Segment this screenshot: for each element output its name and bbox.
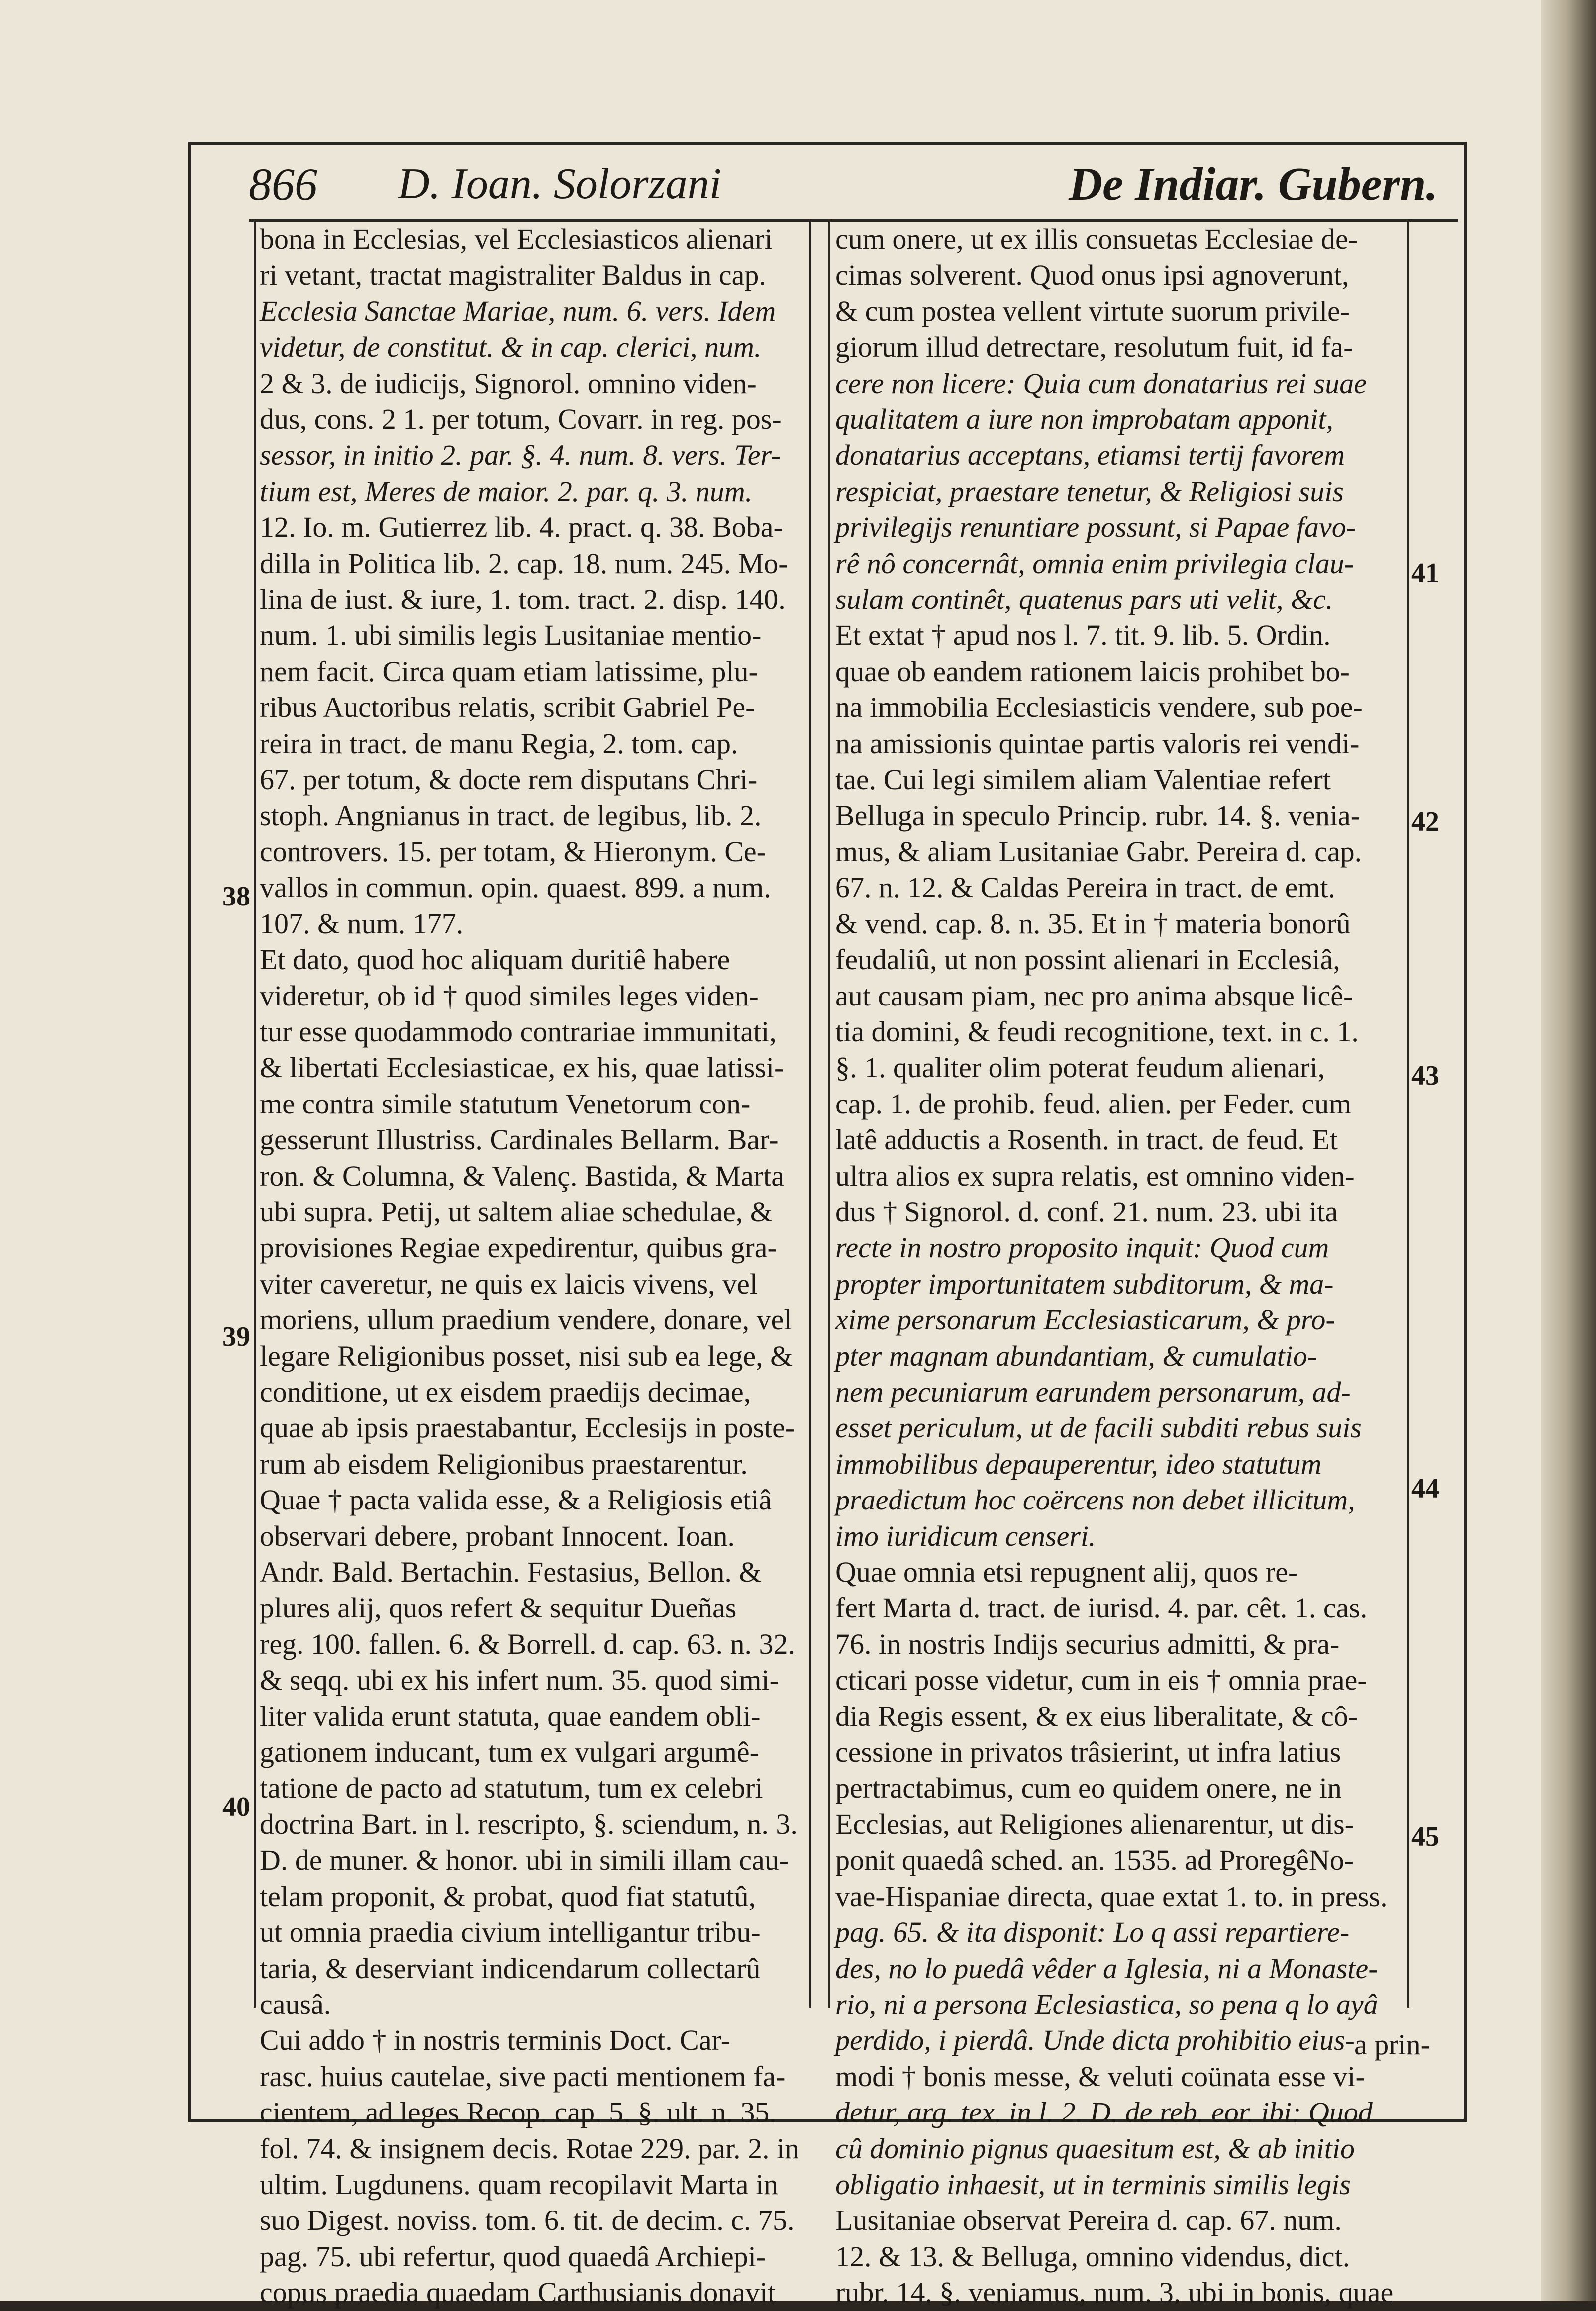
text-line: esset periculum, ut de facili subditi rebus suis <box>835 1411 1362 1444</box>
text-line: vallos in commun. opin. quaest. 899. a num. <box>260 871 771 904</box>
margin-number: 45 <box>1411 1821 1439 1852</box>
text-line: taria, & deserviant indicendarum collectarû <box>260 1952 761 1985</box>
text-line: fol. 74. & insignem decis. Rotae 229. par. 2. in <box>260 2132 799 2165</box>
text-line: nem facit. Circa quam etiam latissime, plu- <box>260 655 758 688</box>
text-line: stoph. Angnianus in tract. de legibus, lib. 2. <box>260 799 762 832</box>
margin-number: 43 <box>1411 1060 1439 1091</box>
text-line: suo Digest. noviss. tom. 6. tit. de decim. c. 75. <box>260 2204 795 2237</box>
text-line: Et dato, quod hoc aliquam duritiê habere <box>260 943 730 976</box>
text-line: tae. Cui legi similem aliam Valentiae refert <box>835 763 1331 796</box>
text-line: & libertati Ecclesiasticae, ex his, quae latissi- <box>260 1051 784 1084</box>
text-line: provisiones Regiae expedirentur, quibus gra- <box>260 1231 777 1264</box>
margin-number: 40 <box>222 1792 250 1822</box>
text-line: ultra alios ex supra relatis, est omnino viden- <box>835 1159 1355 1192</box>
text-line: tatione de pacto ad statutum, tum ex celebri <box>260 1772 763 1805</box>
text-line: num. 1. ubi similis legis Lusitaniae mentio- <box>260 619 762 652</box>
margin-number: 41 <box>1411 558 1439 589</box>
text-line: respiciat, praestare tenetur, & Religiosi suis <box>835 475 1344 507</box>
text-line: pag. 75. ubi refertur, quod quaedâ Archiepi- <box>260 2240 766 2273</box>
text-line: 67. per totum, & docte rem disputans Chri- <box>260 763 758 796</box>
text-line: cticari posse videtur, cum in eis † omnia prae- <box>835 1664 1367 1697</box>
text-line: gationem inducant, tum ex vulgari argumê- <box>260 1736 759 1769</box>
margin-number: 38 <box>222 881 250 912</box>
text-line: liter valida erunt statuta, quae eandem obli- <box>260 1700 761 1732</box>
text-line: ribus Auctoribus relatis, scribit Gabriel Pe- <box>260 691 755 724</box>
text-line: sessor, in initio 2. par. §. 4. num. 8. vers. Ter- <box>260 439 781 472</box>
text-line: causâ. <box>260 1988 331 2020</box>
text-line: conditione, ut ex eisdem praedijs decimae, <box>260 1376 751 1408</box>
text-line: cum onere, ut ex illis consuetas Ecclesiae de- <box>835 223 1358 255</box>
text-line: rum ab eisdem Religionibus praestarentur. <box>260 1447 748 1480</box>
text-line: xime personarum Ecclesiasticarum, & pro- <box>835 1304 1335 1336</box>
running-head <box>249 149 1458 222</box>
text-line: qualitatem a iure non improbatam apponit, <box>835 403 1334 436</box>
text-line: rubr. 14. §. veniamus, num. 3. ubi in bonis, quae <box>835 2276 1394 2309</box>
text-line: latê adductis a Rosenth. in tract. de feud. Et <box>835 1123 1338 1156</box>
text-line: cû dominio pignus quaesitum est, & ab initio <box>835 2132 1355 2165</box>
text-line: lina de iust. & iure, 1. tom. tract. 2. disp. 140. <box>260 583 786 616</box>
text-line: dia Regis essent, & ex eius liberalitate, & cô- <box>835 1700 1358 1732</box>
text-line: ubi supra. Petij, ut saltem aliae schedulae, & <box>260 1195 773 1228</box>
text-line: tur esse quodammodo contrariae immunitati, <box>260 1015 777 1048</box>
text-line: fert Marta d. tract. de iurisd. 4. par. cêt. 1. cas. <box>835 1592 1368 1624</box>
text-line: tia domini, & feudi recognitione, text. in c. 1. <box>835 1015 1359 1048</box>
text-line: & vend. cap. 8. n. 35. Et in † materia bonorû <box>835 907 1351 940</box>
text-line: sulam continêt, quatenus pars uti velit, &c. <box>835 583 1333 616</box>
text-line: ultim. Lugdunens. quam recopilavit Marta in <box>260 2168 779 2201</box>
text-line: ponit quaedâ sched. an. 1535. ad ProregêNo- <box>835 1844 1354 1877</box>
text-line: bona in Ecclesias, vel Ecclesiasticos alienari <box>260 223 773 255</box>
margin-number: 39 <box>222 1321 250 1352</box>
text-line: detur, arg. tex. in l. 2. D. de reb. eor. ibi: Quod <box>835 2096 1373 2129</box>
text-line: Belluga in speculo Princip. rubr. 14. §. venia- <box>835 799 1361 832</box>
text-line: Quae † pacta valida esse, & a Religiosis etiâ <box>260 1484 772 1516</box>
text-line: vae-Hispaniae directa, quae extat 1. to. in press. <box>835 1880 1388 1912</box>
text-line: §. 1. qualiter olim poterat feudum alienari, <box>835 1051 1325 1084</box>
page-edge <box>1541 0 1596 2301</box>
text-line: & cum postea vellent virtute suorum privile- <box>835 295 1350 327</box>
text-line: observari debere, probant Innocent. Ioan. <box>260 1519 735 1552</box>
text-line: plures alij, quos refert & sequitur Dueñas <box>260 1592 737 1624</box>
text-line: ut omnia praedia civium intelligantur tribu- <box>260 1916 761 1949</box>
text-line: D. de muner. & honor. ubi in simili illam cau- <box>260 1844 789 1877</box>
text-line: quae ab ipsis praestabantur, Ecclesijs in poste- <box>260 1411 795 1444</box>
text-line: cimas solverent. Quod onus ipsi agnoverunt, <box>835 259 1349 292</box>
text-line: cessione in privatos trâsierint, ut infra latius <box>835 1736 1341 1769</box>
running-title: De Indiar. Gubern. <box>1069 158 1438 210</box>
text-line: 76. in nostris Indijs securius admitti, & pra- <box>835 1627 1340 1660</box>
text-line: gesserunt Illustriss. Cardinales Bellarm. Bar- <box>260 1123 779 1156</box>
text-line: ri vetant, tractat magistraliter Baldus in cap. <box>260 259 766 292</box>
margin-number: 42 <box>1411 806 1439 837</box>
text-line: 12. & 13. & Belluga, omnino videndus, dict. <box>835 2240 1350 2273</box>
text-line: controvers. 15. per totam, & Hieronym. Ce- <box>260 835 766 868</box>
text-line: Quae omnia etsi repugnent alij, quos re- <box>835 1556 1298 1589</box>
text-line: Lusitaniae observat Pereira d. cap. 67. num. <box>835 2204 1342 2237</box>
text-line: dus, cons. 2 1. per totum, Covarr. in reg. pos- <box>260 403 782 436</box>
text-line: ron. & Columna, & Valenç. Bastida, & Marta <box>260 1159 785 1192</box>
text-line: Et extat † apud nos l. 7. tit. 9. lib. 5. Ordin. <box>835 619 1331 652</box>
text-line: imo iuridicum censeri. <box>835 1519 1096 1552</box>
text-line: praedictum hoc coërcens non debet illicitum, <box>835 1484 1355 1516</box>
text-line: donatarius acceptans, etiamsi tertij favorem <box>835 439 1345 472</box>
text-line: Ecclesias, aut Religiones alienarentur, ut dis- <box>835 1808 1354 1840</box>
text-line: des, no lo puedâ vêder a Iglesia, ni a Monaste- <box>835 1952 1378 1985</box>
catchword: a prin- <box>1354 2028 1430 2061</box>
text-line: cere non licere: Quia cum donatarius rei suae <box>835 367 1367 400</box>
text-line: videretur, ob id † quod similes leges viden- <box>260 979 759 1012</box>
text-line: propter importunitatem subditorum, & ma- <box>835 1267 1334 1300</box>
text-line: nem pecuniarum earundem personarum, ad- <box>835 1376 1351 1408</box>
text-line: pertractabimus, cum eo quidem onere, ne in <box>835 1772 1342 1805</box>
text-line: quae ob eandem rationem laicis prohibet bo- <box>835 655 1350 688</box>
text-line: Andr. Bald. Bertachin. Festasius, Bellon. & <box>260 1556 762 1589</box>
text-line: copus praedia quaedam Carthusianis donavit <box>260 2276 776 2309</box>
text-line: & seqq. ubi ex his infert num. 35. quod simi- <box>260 1664 779 1697</box>
text-line: dus † Signorol. d. conf. 21. num. 23. ubi ita <box>835 1195 1338 1228</box>
text-line: privilegijs renuntiare possunt, si Papae favo- <box>835 511 1356 544</box>
text-line: recte in nostro proposito inquit: Quod cum <box>835 1231 1329 1264</box>
text-line: legare Religionibus posset, nisi sub ea lege, & <box>260 1339 793 1372</box>
text-line: 2 & 3. de iudicijs, Signorol. omnino viden- <box>260 367 757 400</box>
text-line: tium est, Meres de maior. 2. par. q. 3. num. <box>260 475 753 507</box>
text-line: 12. Io. m. Gutierrez lib. 4. pract. q. 38. Boba- <box>260 511 783 544</box>
text-line: viter caveretur, ne quis ex laicis vivens, vel <box>260 1267 758 1300</box>
text-line: moriens, ullum praedium vendere, donare, vel <box>260 1304 792 1336</box>
running-author: D. Ioan. Solorzani <box>398 160 722 208</box>
page-number: 866 <box>249 159 317 209</box>
left-text-column <box>254 221 811 2309</box>
text-line: rê nô concernât, omnia enim privilegia clau- <box>835 547 1354 580</box>
text-line: Ecclesia Sanctae Mariae, num. 6. vers. Idem <box>260 295 776 327</box>
text-line: immobilibus depauperentur, ideo statutum <box>835 1447 1322 1480</box>
text-line: feudaliû, ut non possint alienari in Ecclesiâ, <box>835 943 1340 976</box>
text-line: telam proponit, & probat, quod fiat statutû, <box>260 1880 756 1912</box>
text-line: cientem, ad leges Recop. cap. 5. §. ult. n. 35. <box>260 2096 777 2129</box>
text-line: modi † bonis messe, & veluti coünata esse vi- <box>835 2060 1365 2093</box>
text-line: 67. n. 12. & Caldas Pereira in tract. de emt. <box>835 871 1336 904</box>
text-line: rio, ni a persona Eclesiastica, so pena q lo ayâ <box>835 1988 1378 2020</box>
text-line: 107. & num. 177. <box>260 907 464 940</box>
text-line: perdido, i pierdâ. Unde dicta prohibitio eius- <box>835 2024 1355 2057</box>
text-line: videtur, de constitut. & in cap. clerici, num. <box>260 331 762 364</box>
text-line: pter magnam abundantiam, & cumulatio- <box>835 1339 1317 1372</box>
text-line: doctrina Bart. in l. rescripto, §. sciendum, n. 3. <box>260 1808 798 1840</box>
text-line: dilla in Politica lib. 2. cap. 18. num. 245. Mo- <box>260 547 788 580</box>
text-line: reg. 100. fallen. 6. & Borrell. d. cap. 63. n. 32. <box>260 1627 795 1660</box>
text-line: cap. 1. de prohib. feud. alien. per Feder. cum <box>835 1087 1352 1120</box>
text-line: mus, & aliam Lusitaniae Gabr. Pereira d. cap. <box>835 835 1362 868</box>
text-line: aut causam piam, nec pro anima absque licê- <box>835 979 1353 1012</box>
text-line: Cui addo † in nostris terminis Doct. Car- <box>260 2024 731 2057</box>
text-line: pag. 65. & ita disponit: Lo q assi repartiere- <box>835 1916 1350 1949</box>
text-line: reira in tract. de manu Regia, 2. tom. cap. <box>260 727 738 760</box>
text-line: rasc. huius cautelae, sive pacti mentionem fa- <box>260 2060 786 2093</box>
text-line: obligatio inhaesit, ut in terminis similis legis <box>835 2168 1351 2201</box>
margin-number: 44 <box>1411 1473 1439 1504</box>
text-line: na amissionis quintae partis valoris rei vendi- <box>835 727 1360 760</box>
text-line: me contra simile statutum Venetorum con- <box>260 1087 751 1120</box>
text-line: na immobilia Ecclesiasticis vendere, sub poe- <box>835 691 1363 724</box>
text-line: giorum illud detrectare, resolutum fuit, id fa- <box>835 331 1353 364</box>
